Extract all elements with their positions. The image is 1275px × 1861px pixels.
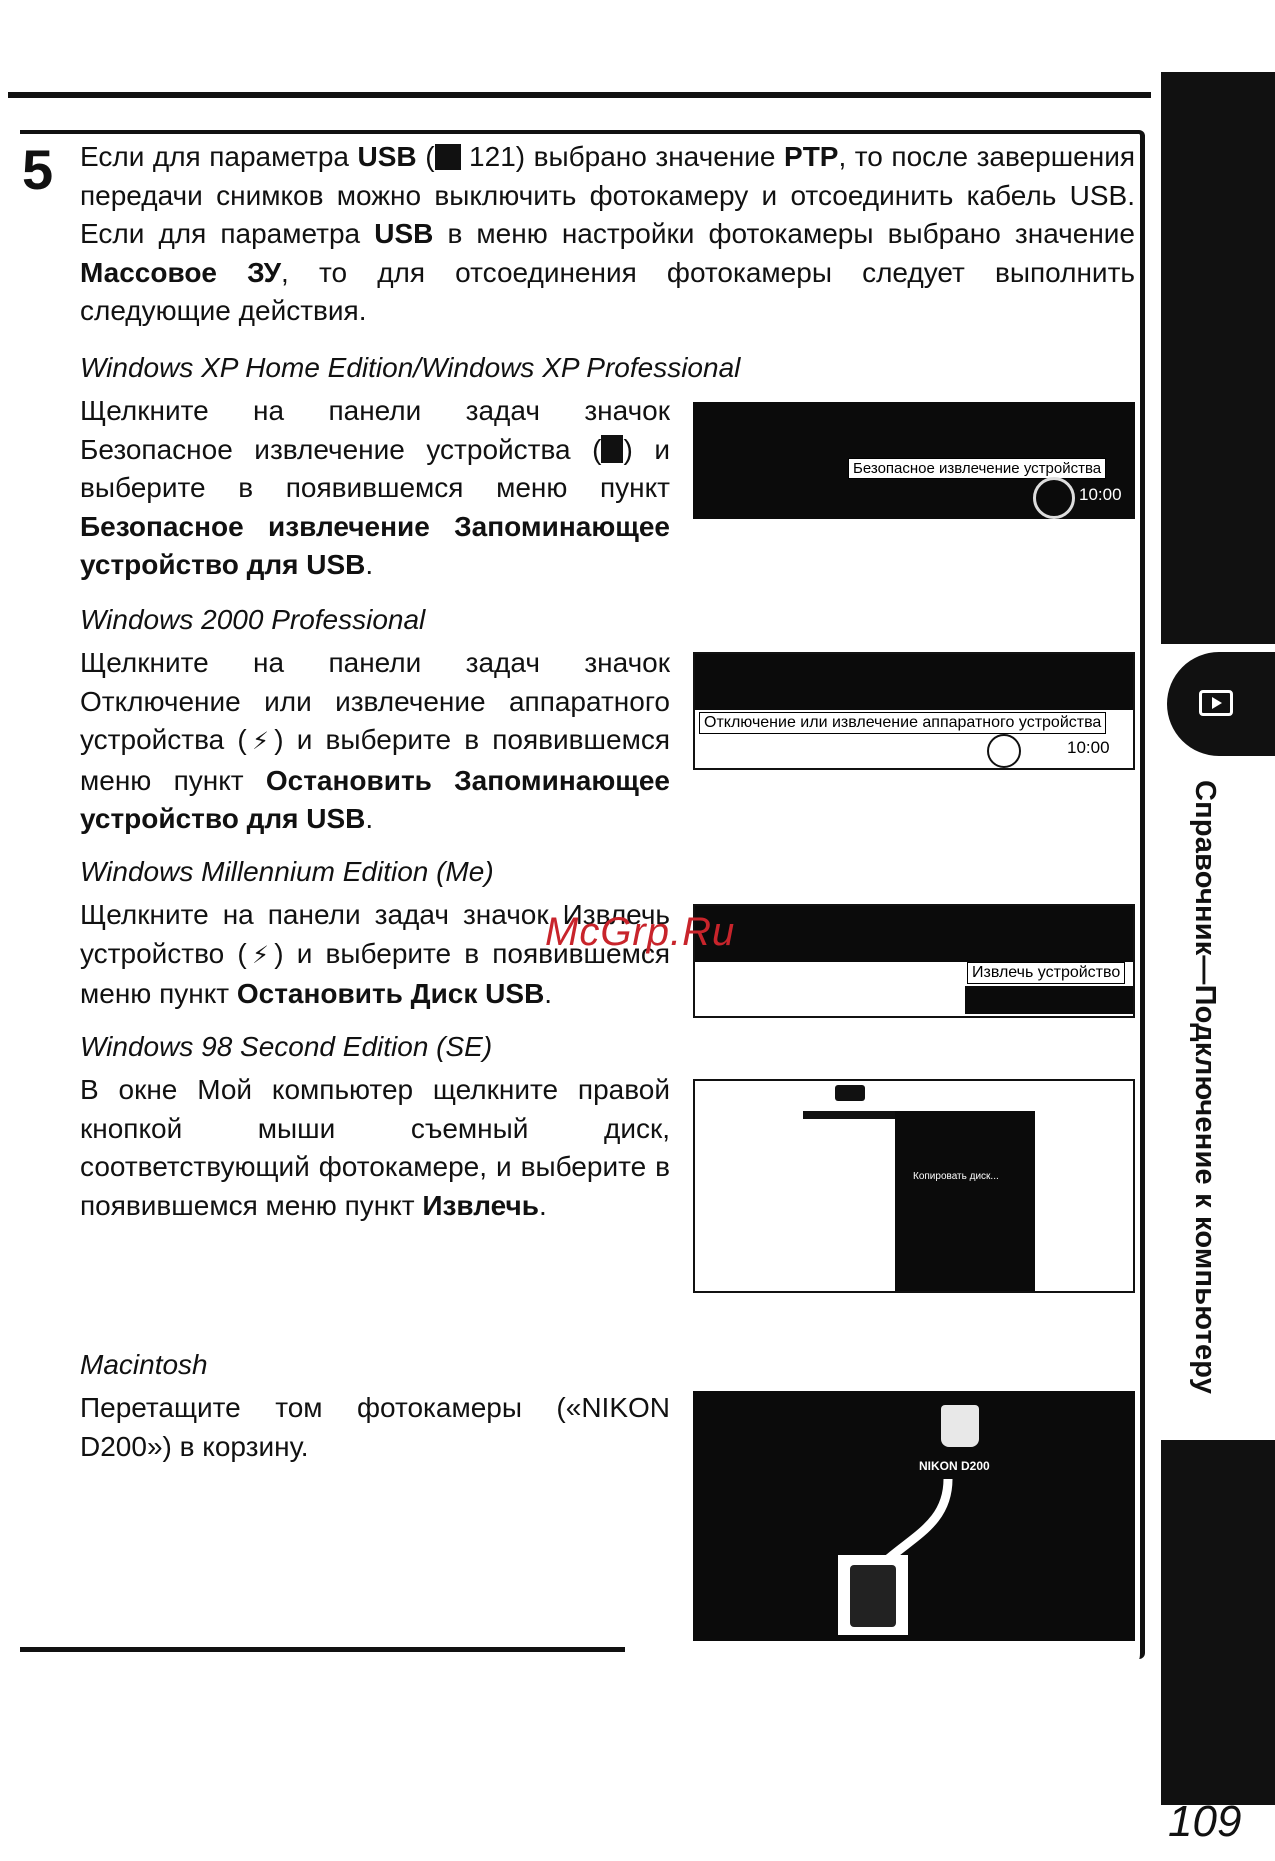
side-tab-bar-bottom	[1161, 1440, 1275, 1805]
text: в меню настройки фотокамеры выбрано значение	[433, 218, 1136, 249]
menu-item-label: Безопасное извлечение Запоминающее устройство для USB	[80, 510, 670, 580]
section-desc-mac	[80, 1389, 670, 1466]
unplug-icon: ⚡	[246, 941, 275, 969]
desktop-area	[695, 654, 1133, 710]
volume-icon	[941, 1405, 979, 1447]
watermark: McGrp.Ru	[545, 910, 736, 954]
side-tab-bar	[1161, 72, 1275, 644]
text: .	[539, 1189, 547, 1221]
screenshot-win98-mycomputer	[693, 1079, 1135, 1293]
drive-label	[803, 1111, 895, 1119]
context-menu	[895, 1111, 1035, 1291]
screenshot-mac-desktop	[693, 1391, 1135, 1641]
volume-label: NIKON D200	[919, 1459, 990, 1473]
text: ) и выберите в появившемся меню пункт	[80, 724, 671, 796]
intro-paragraph	[80, 138, 1135, 331]
setup-menu-icon	[435, 144, 461, 170]
desktop-area	[695, 906, 1133, 962]
taskbar-clock: 10:00	[1067, 738, 1110, 757]
drive-icon	[835, 1085, 865, 1101]
text: В окне Мой компьютер щелкните правой кнопкой мыши съемный диск, соответствующий фотокамере, и выберите в появившемся меню пункт	[80, 1074, 670, 1221]
text: ) и выберите в появившемся меню пункт	[80, 937, 671, 1009]
usb-label: USB	[357, 141, 417, 172]
section-title-winxp: Windows XP Home Edition/Windows XP Professional	[80, 352, 741, 383]
section-title-win98: Windows 98 Second Edition (SE)	[80, 1031, 493, 1062]
text: Щелкните на панели задач значок Извлечь устройство (	[80, 899, 670, 969]
section-desc-win98	[80, 1071, 670, 1225]
trash-can	[850, 1565, 896, 1627]
text: Щелкните на панели задач значок Безопасное извлечение устройства (	[80, 395, 670, 465]
side-title	[1183, 780, 1223, 1420]
section-desc-winxp	[80, 392, 670, 585]
tooltip: Извлечь устройство	[967, 962, 1125, 984]
taskbar-clock: 10:00	[1079, 485, 1122, 504]
text: ) и выберите в появившемся меню пункт	[80, 433, 670, 503]
section-desc-win2000	[80, 644, 670, 839]
step-number: 5	[22, 138, 54, 201]
highlight-circle	[987, 734, 1021, 768]
tray-area	[965, 986, 1133, 1014]
menu-item-label: Остановить Диск USB	[236, 978, 545, 1009]
screenshot-winme-taskbar	[693, 904, 1135, 1018]
context-menu-item: Копировать диск...	[913, 1171, 999, 1182]
ptp-label: PTP	[784, 141, 839, 172]
screenshot-win2000-taskbar	[693, 652, 1135, 770]
screenshot-winxp-taskbar	[693, 402, 1135, 519]
section-title-win2000: Windows 2000 Professional	[80, 604, 426, 635]
side-title-text: Справочник—Подключение к компьютеру	[1189, 780, 1221, 1395]
tooltip: Отключение или извлечение аппаратного устройства	[699, 712, 1106, 734]
unplug-icon: ⚡	[246, 728, 275, 755]
text: , то для отсоединения фотокамеры следует выполнить следующие действия.	[80, 256, 1135, 326]
text: Если для параметра	[80, 141, 358, 172]
trash-icon	[838, 1555, 908, 1635]
tooltip: Безопасное извлечение устройства	[848, 458, 1106, 479]
safely-remove-icon	[601, 435, 623, 463]
text: .	[365, 549, 374, 580]
text: Перетащите том фотокамеры («NIKON D200») в корзину.	[80, 1392, 670, 1462]
text: .	[544, 978, 553, 1009]
mass-storage-label: Массовое ЗУ	[80, 256, 282, 288]
text: .	[365, 803, 374, 834]
menu-item-label: Остановить Запоминающее устройство для USB	[80, 764, 670, 834]
menu-item-label: Извлечь	[422, 1189, 540, 1221]
text: Щелкните на панели задач значок Отключение или извлечение аппаратного устройства (	[80, 647, 670, 755]
top-rule	[8, 92, 1151, 98]
bottom-rule	[20, 1647, 625, 1652]
usb-label: USB	[374, 218, 434, 249]
highlight-circle	[1033, 477, 1075, 519]
text: 121) выбрано значение	[460, 141, 785, 172]
section-title-mac: Macintosh	[80, 1349, 208, 1380]
text: , то после завершения передачи снимков можно выключить фотокамеру и отсоединить кабель USB. Если для параметра	[80, 141, 1136, 249]
section-title-winme: Windows Millennium Edition (Me)	[80, 856, 494, 887]
playback-icon	[1199, 690, 1233, 716]
page-number: 109	[1168, 1797, 1242, 1846]
text: (	[416, 141, 435, 172]
